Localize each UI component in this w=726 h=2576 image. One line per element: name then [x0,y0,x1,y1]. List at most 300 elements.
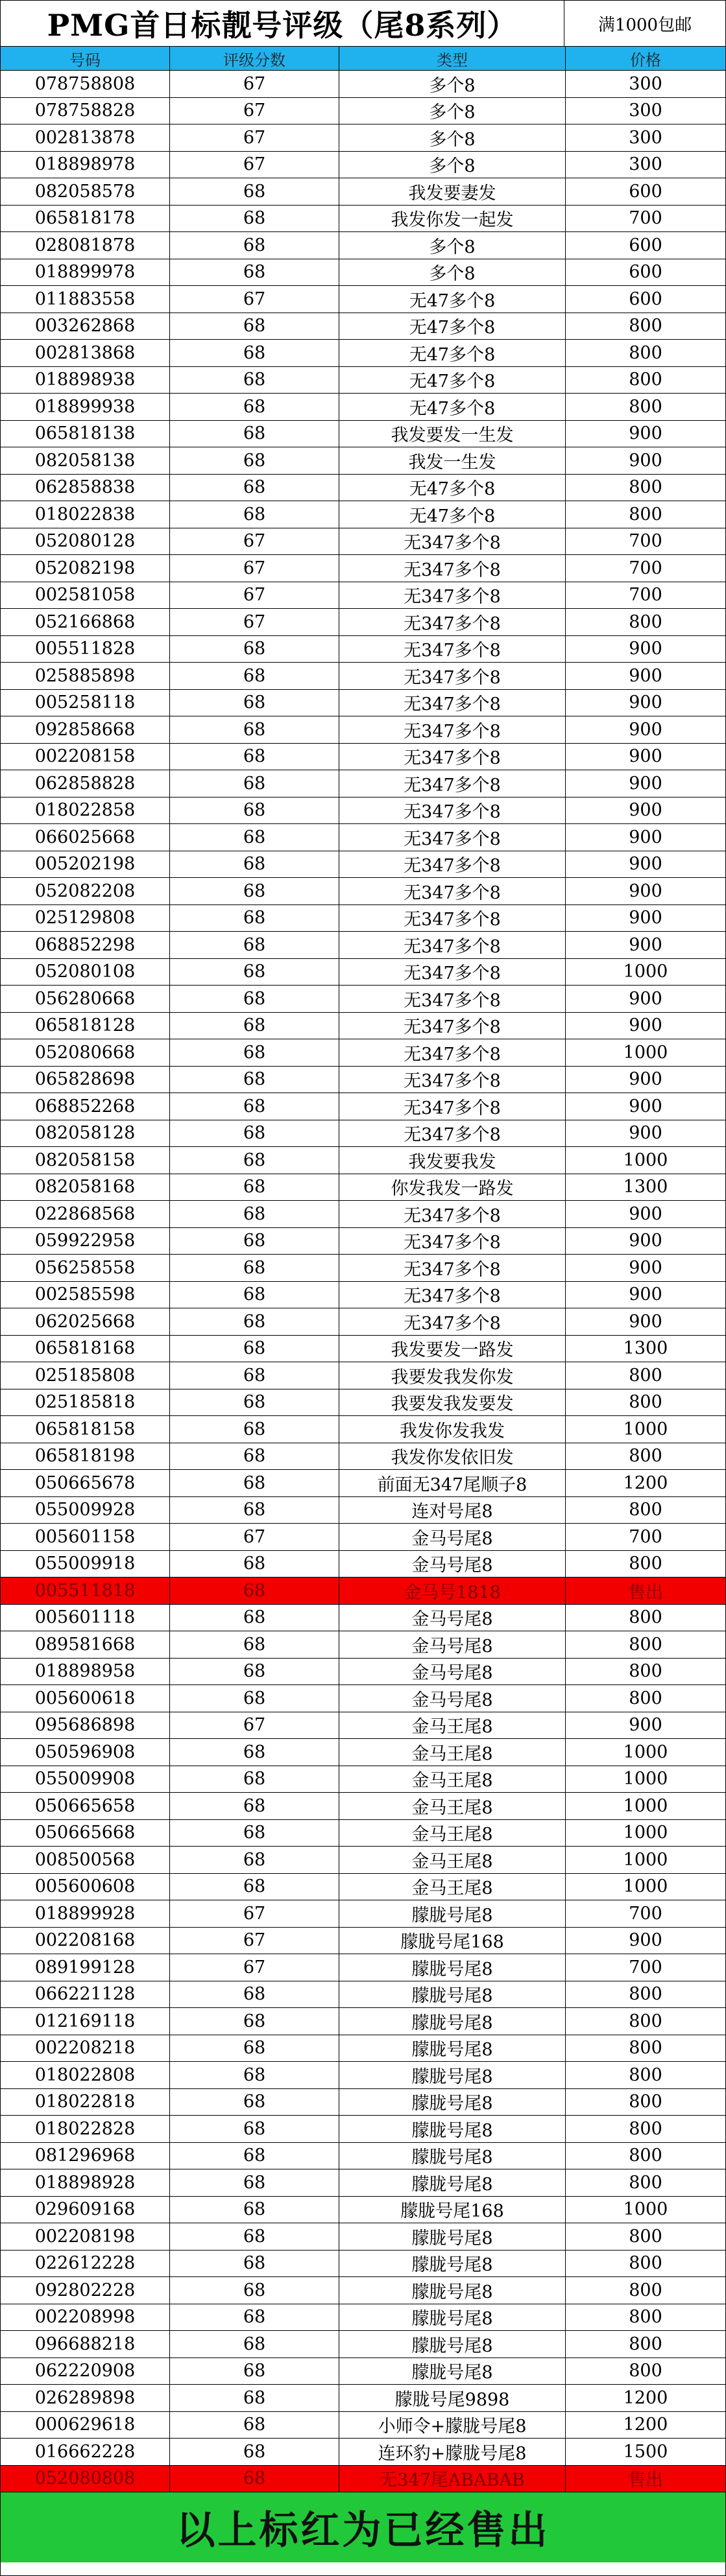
row-number: 052080108 [1,959,170,986]
row-type: 无347多个8 [339,851,566,878]
row-type: 无347多个8 [339,959,566,986]
row-number: 082058128 [1,1120,170,1147]
row-price: 900 [629,908,662,928]
title-row [1,1,725,47]
row-price: 700 [629,208,662,229]
row-price: 售出 [628,2470,663,2491]
row-price: 800 [629,1365,662,1386]
row-type: 金马王尾8 [339,1712,566,1739]
table-row [1,905,725,932]
table-row [1,1659,725,1686]
table-row [1,1255,725,1282]
table-row [1,313,725,340]
sheet-title: PMG首日标靓号评级（尾8系列） [1,1,564,46]
row-price: 800 [629,2011,662,2031]
table-row [1,178,725,206]
row-type: 朦胧号尾8 [339,2331,566,2357]
row-type: 无347多个8 [339,905,566,932]
row-number: 005511818 [1,1578,170,1604]
row-price: 800 [629,1607,662,1628]
row-price: 900 [629,1203,662,1224]
table-row [1,475,725,502]
row-type: 无347多个8 [339,1013,566,1039]
header-type: 类型 [339,47,566,70]
row-number: 062858838 [1,475,170,501]
row-number: 025185808 [1,1362,170,1389]
table-row [1,501,725,528]
row-score: 68 [170,2331,339,2357]
row-number: 018898978 [1,152,170,178]
row-price: 800 [629,2307,662,2328]
row-type: 无347多个8 [339,1228,566,1255]
table-row [1,2251,725,2278]
row-price: 700 [629,1526,662,1547]
row-type: 无347多个8 [339,824,566,851]
row-number: 068852298 [1,932,170,958]
row-price: 1000 [623,1150,668,1170]
table-row [1,1631,725,1659]
row-score: 68 [170,1093,339,1120]
row-type: 朦胧号尾8 [339,2116,566,2142]
row-type: 朦胧号尾8 [339,2251,566,2277]
row-number: 095686898 [1,1712,170,1739]
row-number: 059922958 [1,1228,170,1255]
row-type: 朦胧号尾8 [339,2035,566,2062]
row-type: 无47多个8 [339,475,566,501]
row-price: 900 [629,1231,662,1251]
table-row [1,2466,725,2493]
row-number: 082058578 [1,178,170,205]
row-score: 67 [170,1954,339,1981]
row-type: 朦胧号尾8 [339,2089,566,2116]
row-type: 金马号尾8 [339,1631,566,1658]
table-row [1,2062,725,2089]
row-price: 900 [629,1015,662,1036]
row-score: 68 [170,2223,339,2250]
row-price: 900 [629,1257,662,1278]
row-price: 1200 [623,2387,668,2408]
table-row [1,716,725,744]
row-number: 018899978 [1,259,170,286]
row-score: 68 [170,2089,339,2116]
row-type: 无47多个8 [339,313,566,340]
row-score: 67 [170,1900,339,1927]
table-row [1,690,725,717]
row-score: 68 [170,1820,339,1847]
row-score: 68 [170,1551,339,1578]
row-type: 多个8 [339,98,566,124]
row-number: 022868568 [1,1201,170,1227]
row-score: 67 [170,1524,339,1550]
row-number: 002208158 [1,744,170,770]
row-price: 800 [629,2064,662,2085]
row-price: 800 [629,2118,662,2139]
table-row [1,1120,725,1148]
row-type: 金马王尾8 [339,1766,566,1793]
row-number: 052080668 [1,1039,170,1066]
row-price: 600 [629,289,662,309]
row-price: 900 [629,1069,662,1090]
table-row [1,71,725,98]
row-number: 078758828 [1,98,170,124]
table-row [1,1470,725,1497]
row-type: 朦胧号尾8 [339,2223,566,2250]
row-score: 68 [170,2466,339,2492]
row-score: 68 [170,1739,339,1766]
row-type: 无47多个8 [339,340,566,366]
table-row [1,851,725,879]
row-type: 金马王尾8 [339,1739,566,1766]
row-price: 700 [629,585,662,606]
row-score: 68 [170,1120,339,1147]
row-score: 68 [170,2439,339,2465]
row-score: 68 [170,663,339,689]
table-row [1,2197,725,2224]
shipping-note: 满1000包邮 [598,15,692,35]
row-number: 005601158 [1,1524,170,1550]
row-number: 002585598 [1,1282,170,1308]
row-price: 1500 [623,2441,668,2462]
row-price: 800 [629,477,662,498]
row-type: 朦胧号尾8 [339,2008,566,2035]
table-row [1,447,725,475]
row-number: 002813878 [1,124,170,151]
row-number: 002208998 [1,2304,170,2331]
row-score: 68 [170,851,339,878]
table-row [1,394,725,421]
table-row [1,1524,725,1551]
row-type: 我要发我发你发 [339,1362,566,1389]
row-score: 68 [170,1605,339,1631]
row-type: 无47多个8 [339,367,566,394]
row-type: 朦胧号尾8 [339,2304,566,2331]
row-number: 018898928 [1,2169,170,2196]
row-type: 朦胧号尾8 [339,1981,566,2008]
header-price: 价格 [630,51,661,69]
row-number: 005601118 [1,1605,170,1631]
row-type: 无47多个8 [339,286,566,313]
row-number: 002208168 [1,1928,170,1954]
row-price: 800 [629,2253,662,2274]
row-score: 68 [170,986,339,1012]
row-number: 066025668 [1,824,170,851]
row-score: 67 [170,1928,339,1954]
row-type: 我要发我发要发 [339,1389,566,1416]
header-score: 评级分数 [170,47,339,70]
row-type: 无47多个8 [339,394,566,420]
table-row [1,1954,725,1981]
row-number: 026289898 [1,2385,170,2411]
table-row [1,2304,725,2332]
row-score: 68 [170,501,339,528]
row-score: 68 [170,1255,339,1281]
row-score: 68 [170,690,339,716]
row-number: 012169118 [1,2008,170,2035]
row-number: 002581058 [1,582,170,609]
table-row [1,555,725,582]
row-type: 多个8 [339,232,566,259]
row-number: 065828698 [1,1067,170,1093]
row-number: 052166868 [1,609,170,635]
row-type: 无347多个8 [339,582,566,609]
row-price: 800 [629,2092,662,2112]
row-price: 300 [629,154,662,175]
row-score: 68 [170,1659,339,1685]
row-price: 800 [629,1661,662,1682]
row-price: 1000 [623,1849,668,1870]
row-price: 1000 [623,1042,668,1063]
row-score: 68 [170,178,339,205]
table-row [1,986,725,1013]
row-number: 065818138 [1,421,170,447]
row-number: 018022808 [1,2062,170,2088]
row-number: 018022818 [1,2089,170,2116]
row-score: 68 [170,1039,339,1066]
row-type: 小师令+朦胧号尾8 [339,2412,566,2439]
table-row [1,932,725,959]
row-price: 800 [629,1554,662,1574]
row-score: 67 [170,71,339,97]
row-type: 金马王尾8 [339,1793,566,1819]
table-row [1,2035,725,2062]
row-price: 900 [629,854,662,875]
row-score: 67 [170,286,339,313]
row-score: 68 [170,1201,339,1227]
row-number: 050665668 [1,1820,170,1847]
row-score: 68 [170,636,339,663]
row-number: 018898958 [1,1659,170,1685]
row-number: 065818168 [1,1336,170,1362]
row-price: 800 [629,316,662,337]
row-number: 011883558 [1,286,170,313]
row-type: 多个8 [339,152,566,178]
row-number: 002208218 [1,2035,170,2062]
row-number: 056280668 [1,986,170,1012]
row-number: 003262868 [1,313,170,340]
row-type: 朦胧号尾8 [339,1900,566,1927]
table-row [1,1282,725,1309]
row-type: 无347多个8 [339,770,566,797]
row-number: 018022828 [1,2116,170,2142]
sold-footer-note: 以上标红为已经售出 [1,2492,725,2562]
row-number: 065818198 [1,1443,170,1470]
row-score: 68 [170,340,339,366]
row-type: 金马号尾8 [339,1685,566,1712]
row-price: 600 [629,235,662,255]
table-row [1,2277,725,2304]
row-type: 无347多个8 [339,663,566,689]
row-number: 029609168 [1,2197,170,2223]
row-number: 092858668 [1,716,170,743]
table-row [1,124,725,152]
row-price: 1000 [623,1419,668,1439]
row-price: 900 [629,639,662,659]
table-row [1,1067,725,1094]
row-price: 900 [629,665,662,686]
table-row [1,824,725,851]
row-type: 无347多个8 [339,1201,566,1227]
column-header-row [1,47,725,71]
table-row [1,1497,725,1524]
table-row [1,959,725,986]
row-type: 无347多个8 [339,555,566,582]
row-type: 朦胧号尾168 [339,1928,566,1954]
row-number: 055009928 [1,1497,170,1524]
row-price: 1200 [623,1472,668,1493]
row-price: 900 [629,692,662,713]
row-number: 028081878 [1,232,170,259]
row-number: 002208198 [1,2223,170,2250]
row-number: 005600618 [1,1685,170,1712]
row-type: 我发你发依旧发 [339,1443,566,1470]
row-number: 082058168 [1,1174,170,1201]
table-row [1,259,725,287]
row-type: 无347多个8 [339,1308,566,1335]
row-type: 你发我发一路发 [339,1174,566,1201]
row-type: 金马王尾8 [339,1820,566,1847]
row-price: 1300 [623,1338,668,1359]
row-price: 900 [629,746,662,767]
row-price: 1300 [623,1177,668,1198]
row-score: 68 [170,1308,339,1335]
table-row [1,1712,725,1740]
row-score: 68 [170,421,339,447]
row-price: 800 [629,1446,662,1467]
row-type: 无347多个8 [339,636,566,663]
row-price: 900 [629,450,662,471]
row-price: 900 [629,827,662,847]
table-row [1,636,725,663]
row-number: 052082198 [1,555,170,582]
row-price: 1200 [623,2415,668,2435]
table-row [1,2169,725,2197]
row-price: 1000 [623,1742,668,1762]
table-row [1,1336,725,1363]
row-type: 金马王尾8 [339,1847,566,1873]
row-number: 050596908 [1,1739,170,1766]
row-score: 68 [170,206,339,232]
table-row [1,1766,725,1793]
row-number: 005258118 [1,690,170,716]
row-score: 68 [170,878,339,904]
row-type: 朦胧号尾8 [339,2169,566,2196]
row-type: 连对号尾8 [339,1497,566,1524]
row-price: 800 [629,1688,662,1708]
row-score: 67 [170,98,339,124]
row-price: 800 [629,1392,662,1413]
row-score: 68 [170,394,339,420]
row-number: 050665658 [1,1793,170,1819]
table-row [1,286,725,313]
table-row [1,2358,725,2385]
table-row [1,2223,725,2251]
row-score: 68 [170,1147,339,1174]
table-row [1,152,725,179]
table-row [1,1793,725,1820]
table-row [1,582,725,609]
table-row [1,1551,725,1578]
table-row [1,1147,725,1174]
row-number: 082058158 [1,1147,170,1174]
table-row [1,609,725,636]
row-score: 68 [170,824,339,851]
row-price: 900 [629,800,662,821]
row-score: 68 [170,2277,339,2304]
row-score: 68 [170,1282,339,1308]
table-row [1,1416,725,1443]
row-price: 800 [629,2280,662,2300]
row-type: 无347多个8 [339,744,566,770]
row-price: 900 [629,1123,662,1144]
table-row [1,1847,725,1874]
row-score: 68 [170,2008,339,2035]
row-type: 连环豹+朦胧号尾8 [339,2439,566,2465]
table-row [1,1201,725,1228]
table-row [1,878,725,905]
table-row [1,2331,725,2358]
row-price: 800 [629,1984,662,2005]
table-row [1,1308,725,1336]
row-number: 065818178 [1,206,170,232]
row-score: 67 [170,152,339,178]
row-number: 068852268 [1,1093,170,1120]
row-number: 018022838 [1,501,170,528]
row-number: 025185818 [1,1389,170,1416]
row-score: 68 [170,2251,339,2277]
row-price: 800 [629,611,662,632]
row-type: 无347多个8 [339,986,566,1012]
row-score: 68 [170,1067,339,1093]
row-type: 金马号1818 [339,1578,566,1604]
row-number: 008500568 [1,1847,170,1873]
row-number: 066221128 [1,1981,170,2008]
row-number: 062220908 [1,2358,170,2385]
row-score: 68 [170,798,339,824]
row-score: 68 [170,770,339,797]
row-price: 900 [629,773,662,794]
row-type: 无347尾ABABAB [339,2466,566,2492]
table-row [1,2385,725,2412]
row-price: 800 [629,396,662,417]
row-number: 052080808 [1,2466,170,2492]
row-number: 005202198 [1,851,170,878]
row-score: 68 [170,905,339,932]
table-row [1,1900,725,1928]
row-price: 300 [629,100,662,121]
row-price: 700 [629,1903,662,1924]
row-number: 092802228 [1,2277,170,2304]
row-price: 800 [629,2334,662,2354]
row-score: 68 [170,744,339,770]
table-row [1,2439,725,2466]
row-type: 无347多个8 [339,1255,566,1281]
row-type: 我发要发一生发 [339,421,566,447]
row-type: 多个8 [339,124,566,151]
row-score: 68 [170,1416,339,1443]
row-price: 900 [629,1284,662,1305]
row-type: 无347多个8 [339,1067,566,1093]
row-score: 68 [170,2197,339,2223]
table-row [1,2089,725,2116]
row-type: 朦胧号尾9898 [339,2385,566,2411]
table-row [1,1443,725,1471]
row-number: 089199128 [1,1954,170,1981]
row-type: 无347多个8 [339,528,566,555]
row-score: 68 [170,1013,339,1039]
row-score: 68 [170,1174,339,1201]
row-number: 055009918 [1,1551,170,1578]
table-row [1,528,725,556]
